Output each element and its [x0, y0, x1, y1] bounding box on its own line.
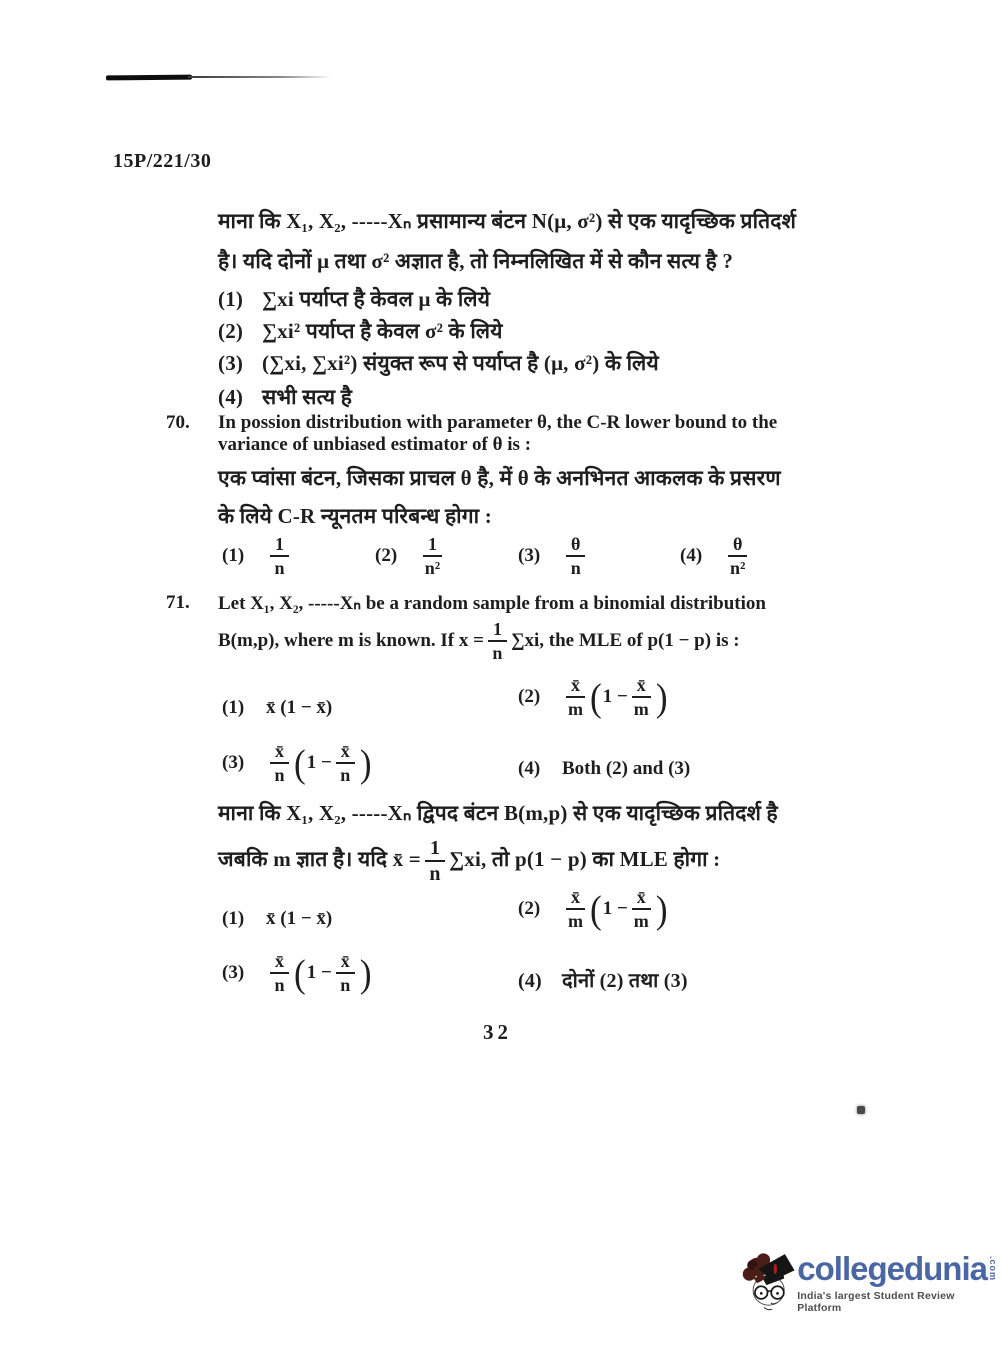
option-label: (3) [222, 751, 245, 773]
denominator: n [429, 863, 441, 886]
option-label: (1) [222, 697, 245, 718]
numerator: x̄ [566, 888, 585, 910]
collegedunia-brand-text: collegedunia [797, 1250, 987, 1287]
fraction [632, 888, 651, 931]
inner-text: 1 − [306, 751, 332, 773]
option-label: (2) [518, 897, 541, 919]
fraction [488, 620, 507, 663]
scan-artifact-line-thin [188, 76, 332, 78]
denominator: n² [424, 558, 441, 579]
q70-option-2 [375, 535, 446, 578]
denominator: n [340, 975, 351, 996]
stem-text-post: ∑xi, तो p(1 − p) का MLE होगा : [449, 847, 721, 872]
option-text: ∑xi² पर्याप्त है केवल σ² के लिये [262, 319, 503, 343]
q70-option-4 [680, 535, 751, 578]
collegedunia-tld-text: .com [988, 1256, 998, 1282]
close-paren: ) [359, 741, 372, 786]
collegedunia-logo [742, 1238, 998, 1322]
denominator: n [274, 975, 285, 996]
numerator: x̄ [336, 952, 355, 974]
denominator: m [567, 911, 584, 932]
q69-option-2 [218, 317, 503, 345]
q69-stem-line-2: है। यदि दोनों μ तथा σ² अज्ञात है, तो निम्नलिखित में से कौन सत्य है ? [218, 249, 734, 273]
numerator: 1 [270, 535, 289, 557]
collegedunia-mascot-icon [742, 1238, 795, 1322]
option-label: (4) [518, 970, 542, 992]
fraction [728, 535, 747, 578]
q71-en-option-3 [222, 742, 373, 785]
q71-stem-hi-line-2 [218, 838, 720, 885]
scan-artifact-line-thick [106, 75, 192, 81]
numerator: x̄ [632, 676, 651, 698]
denominator: n [340, 765, 351, 786]
numerator: 1 [488, 620, 507, 642]
stem-text-pre: जबकि m ज्ञात है। यदि x̄ = [218, 847, 421, 872]
denominator: n [492, 643, 503, 664]
fraction [566, 888, 585, 931]
q71-stem-hi-line-1: माना कि X₁, X₂, -----Xₙ द्विपद बंटन B(m,p) से एक यादृच्छिक प्रतिदर्श है [218, 801, 778, 825]
inner-text: 1 − [602, 685, 628, 707]
q71-stem-en-line-2 [218, 620, 740, 663]
exam-code: 15P/221/30 [113, 150, 212, 172]
option-text: x̄ (1 − x̄) [266, 697, 333, 718]
option-label: (3) [218, 351, 244, 375]
inner-text: 1 − [602, 897, 628, 919]
close-paren: ) [359, 951, 372, 996]
numerator: x̄ [566, 676, 585, 698]
q70-stem-en-line-1: In possion distribution with parameter θ, the C-R lower bound to the [218, 412, 778, 433]
numerator: x̄ [270, 952, 289, 974]
q70-stem-hi-line-1: एक प्वांसा बंटन, जिसका प्राचल θ है, में θ के अनभिनत आकलक के प्रसरण [218, 466, 781, 490]
option-label: (2) [518, 685, 541, 707]
q71-hi-option-4 [518, 966, 688, 993]
numerator: x̄ [270, 742, 289, 764]
close-paren: ) [655, 675, 668, 720]
option-text: (∑xi, ∑xi²) संयुक्त रूप से पर्याप्त है (μ, σ²) के लिये [262, 351, 659, 375]
fraction [566, 535, 585, 578]
q70-number: 70. [166, 412, 190, 433]
denominator: m [633, 911, 649, 932]
fraction [425, 838, 445, 885]
q69-option-4 [218, 383, 352, 411]
collegedunia-tagline: India's largest Student Review Platform [797, 1290, 955, 1314]
option-label: (4) [218, 385, 244, 409]
option-text: दोनों (2) तथा (3) [562, 970, 688, 992]
q69-stem-line-1: माना कि X₁, X₂, -----Xₙ प्रसामान्य बंटन N(μ, σ²) से एक यादृच्छिक प्रतिदर्श [218, 209, 797, 233]
denominator: n² [729, 558, 746, 579]
close-paren: ) [655, 887, 668, 932]
fraction [632, 676, 651, 719]
q70-option-1 [222, 535, 293, 578]
fraction [336, 742, 355, 785]
option-label: (3) [222, 961, 245, 983]
open-paren: ( [294, 741, 306, 786]
option-label: (4) [680, 544, 703, 566]
option-label: (1) [218, 287, 244, 311]
numerator: x̄ [632, 888, 651, 910]
q71-en-option-4 [518, 758, 690, 780]
q71-hi-option-2 [518, 888, 669, 931]
q71-hi-option-3 [222, 952, 373, 995]
option-text: Both (2) and (3) [562, 758, 691, 779]
denominator: n [274, 558, 285, 579]
q69-option-3 [218, 349, 659, 377]
option-label: (4) [518, 758, 541, 779]
denominator: m [567, 699, 584, 720]
stem-text-pre: B(m,p), where m is known. If x = [218, 629, 484, 651]
scan-artifact-dot [857, 1106, 865, 1114]
q70-stem-hi-line-2: के लिये C-R न्यूनतम परिबन्ध होगा : [218, 504, 492, 528]
q71-hi-option-1 [222, 908, 332, 930]
numerator: x̄ [336, 742, 355, 764]
fraction [270, 952, 289, 995]
option-label: (2) [375, 544, 398, 566]
q71-number: 71. [166, 592, 190, 613]
q71-en-option-2 [518, 676, 669, 719]
q71-stem-en-line-1: Let X₁, X₂, -----Xₙ be a random sample from a binomial distribution [218, 593, 766, 614]
fraction [423, 535, 442, 578]
q71-en-option-1 [222, 697, 332, 719]
denominator: n [570, 558, 581, 579]
stem-text-post: ∑xi, the MLE of p(1 − p) is : [510, 629, 740, 651]
option-text: सभी सत्य है [262, 385, 353, 409]
page-number: 32 [483, 1020, 512, 1044]
q70-option-3 [518, 535, 589, 578]
numerator: θ [728, 535, 747, 557]
option-text: ∑xi पर्याप्त है केवल μ के लिये [262, 287, 491, 311]
fraction [270, 742, 289, 785]
option-label: (1) [222, 544, 245, 566]
option-label: (2) [218, 319, 244, 343]
numerator: 1 [425, 838, 445, 862]
option-text: x̄ (1 − x̄) [266, 908, 333, 929]
numerator: 1 [423, 535, 442, 557]
q69-option-1 [218, 285, 490, 313]
denominator: n [274, 765, 285, 786]
open-paren: ( [590, 887, 602, 932]
option-label: (1) [222, 908, 245, 929]
fraction [566, 676, 585, 719]
option-label: (3) [518, 544, 541, 566]
inner-text: 1 − [306, 961, 332, 983]
q70-stem-en-line-2: variance of unbiased estimator of θ is : [218, 434, 532, 455]
numerator: θ [566, 535, 585, 557]
open-paren: ( [294, 951, 306, 996]
fraction [270, 535, 289, 578]
denominator: m [633, 699, 649, 720]
open-paren: ( [590, 675, 602, 720]
fraction [336, 952, 355, 995]
